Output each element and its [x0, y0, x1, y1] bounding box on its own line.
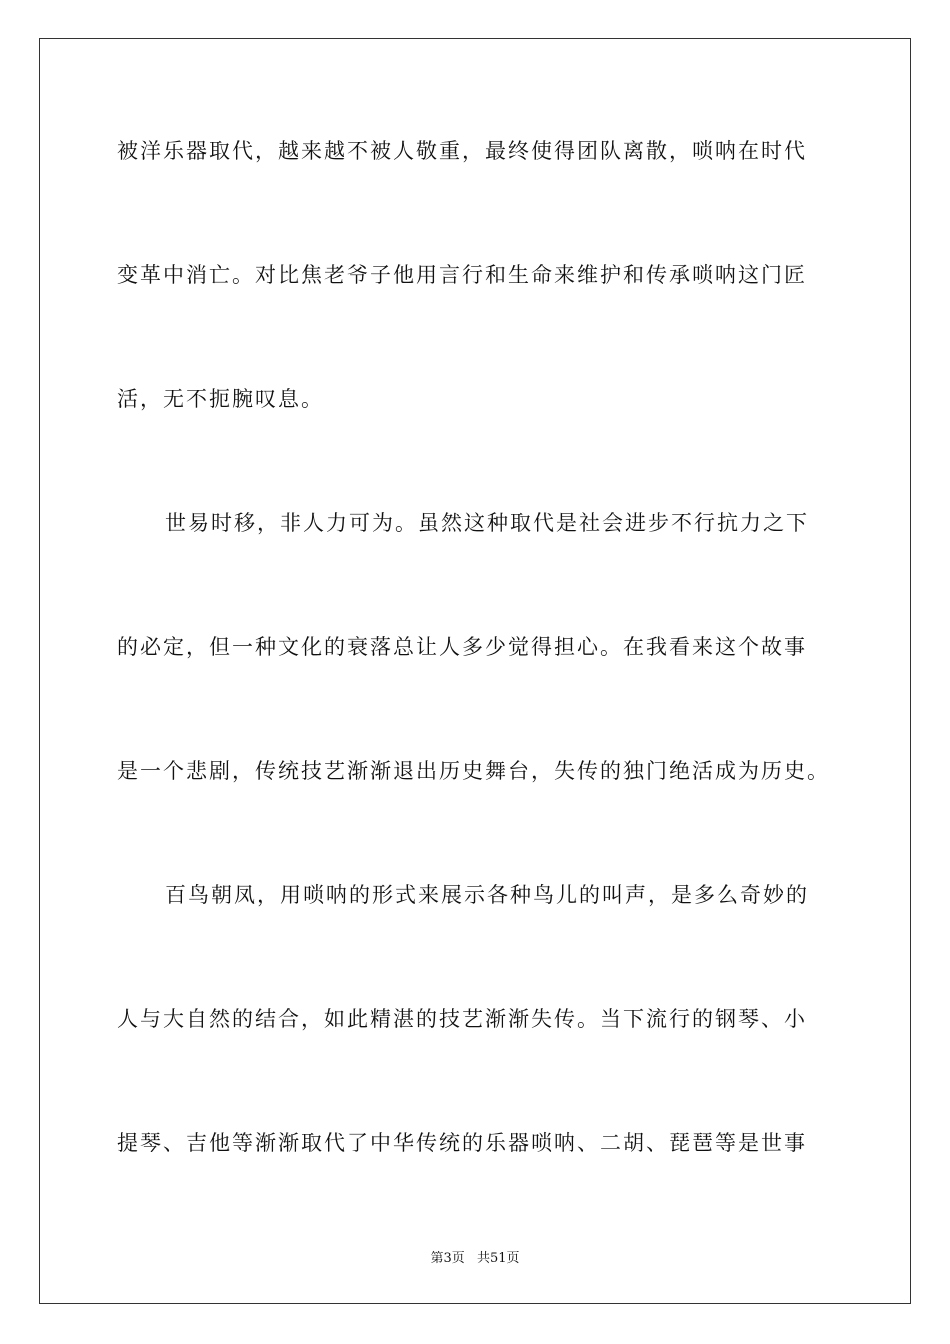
body-line-2: 变革中消亡。对比焦老爷子他用言行和生命来维护和传承唢呐这门匠: [117, 263, 807, 287]
page-total: 共51页: [476, 1251, 520, 1266]
body-line-7: 百鸟朝凤，用唢呐的形式来展示各种鸟儿的叫声，是多么奇妙的: [165, 883, 809, 907]
body-line-5: 的必定，但一种文化的衰落总让人多少觉得担心。在我看来这个故事: [117, 635, 807, 659]
page-footer: [0, 1247, 950, 1266]
body-line-3: 活，无不扼腕叹息。: [117, 387, 324, 411]
body-line-1: 被洋乐器取代，越来越不被人敬重，最终使得团队离散，唢呐在时代: [117, 139, 807, 163]
page-border: [39, 38, 911, 1304]
page-number: 第3页: [430, 1251, 465, 1266]
body-line-9: 提琴、吉他等渐渐取代了中华传统的乐器唢呐、二胡、琵琶等是世事: [117, 1131, 807, 1155]
body-line-6: 是一个悲剧，传统技艺渐渐退出历史舞台，失传的独门绝活成为历史。: [117, 759, 830, 783]
body-line-4: 世易时移，非人力可为。虽然这种取代是社会进步不行抗力之下: [165, 511, 809, 535]
body-line-8: 人与大自然的结合，如此精湛的技艺渐渐失传。当下流行的钢琴、小: [117, 1007, 807, 1031]
